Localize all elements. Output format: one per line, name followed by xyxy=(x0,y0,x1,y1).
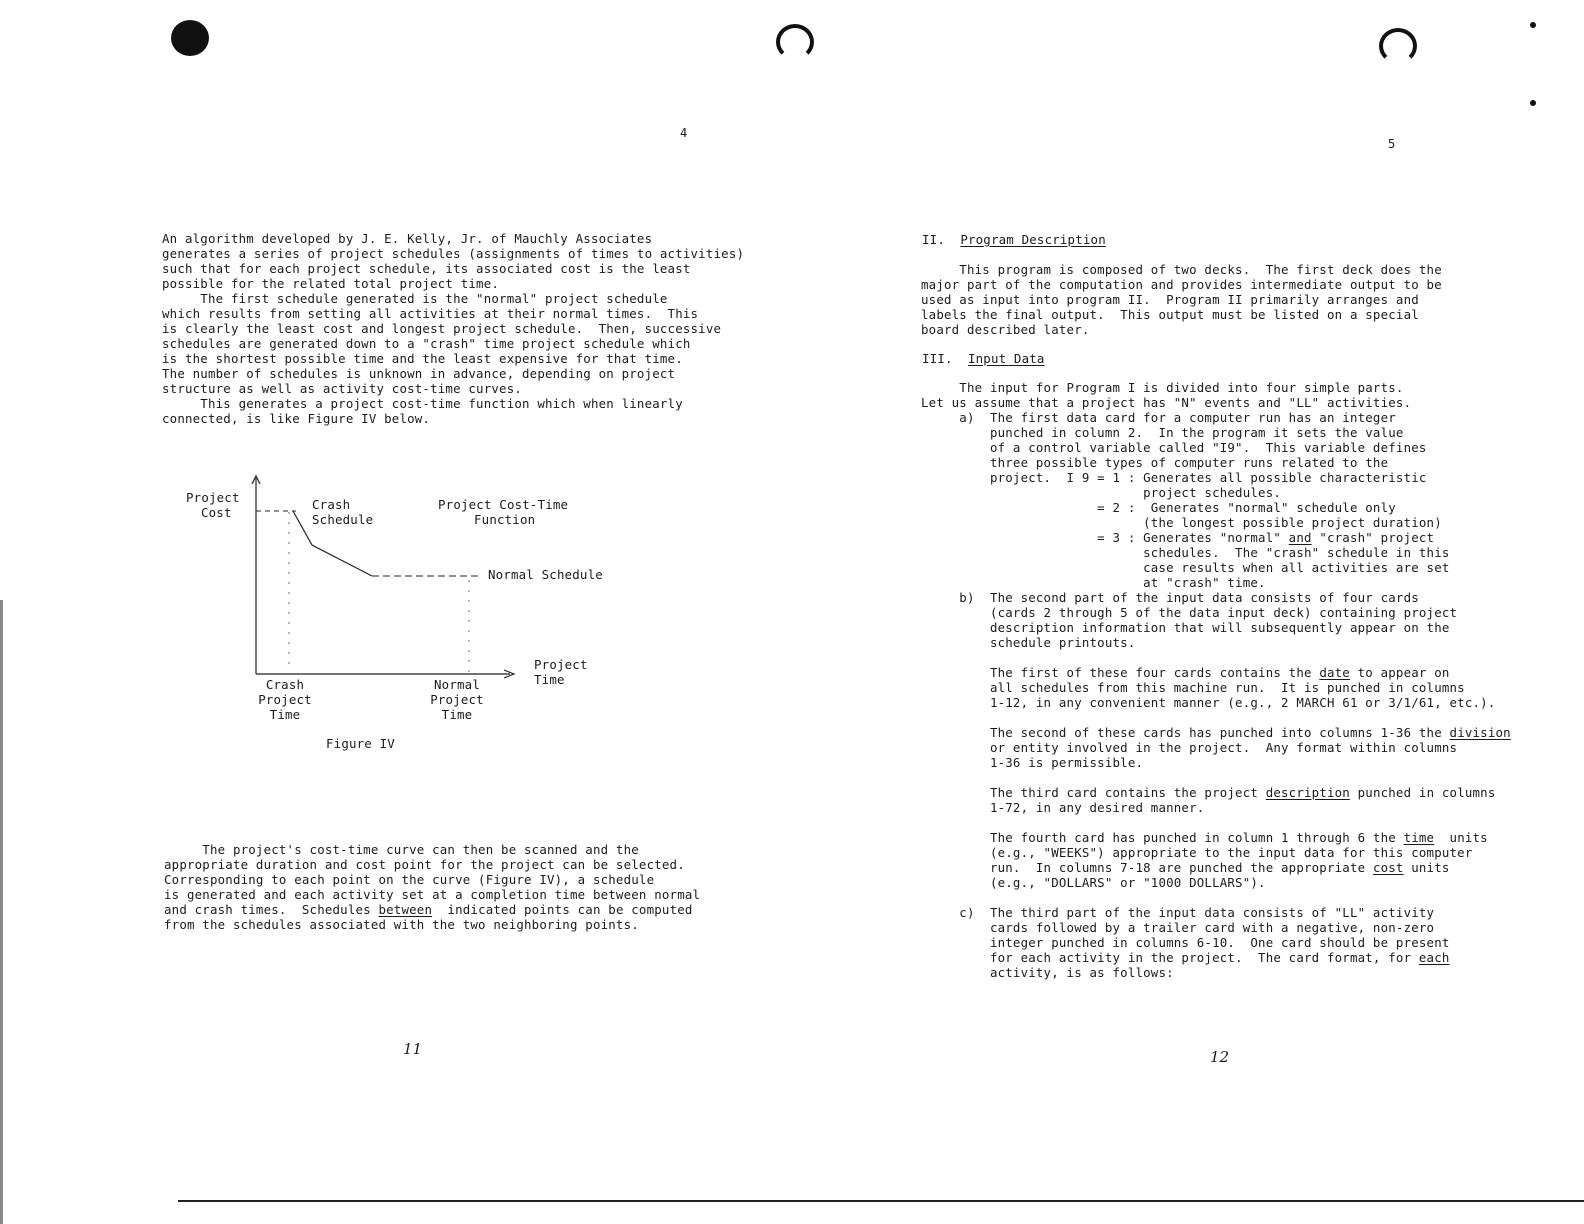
text-line: for each activity in the project. The card format, for each xyxy=(921,950,1450,965)
text-line: The first schedule generated is the "normal" project schedule xyxy=(162,291,668,306)
text-line: The fourth card has punched in column 1 through 6 the time units xyxy=(921,830,1488,845)
text-line: (e.g., "DOLLARS" or "1000 DOLLARS"). xyxy=(921,875,1266,890)
text-line: connected, is like Figure IV below. xyxy=(162,411,431,426)
text-line: of a control variable called "I9". This variable defines xyxy=(921,440,1427,455)
underlined-word: each xyxy=(1418,950,1450,965)
figure-caption: Figure IV xyxy=(326,736,395,751)
text-line: punched in column 2. In the program it sets the value xyxy=(921,425,1404,440)
text-line: appropriate duration and cost point for the project can be selected. xyxy=(164,857,685,872)
text-line: such that for each project schedule, its associated cost is the least xyxy=(162,261,691,276)
text-line: integer punched in columns 6-10. One card should be present xyxy=(921,935,1450,950)
text-line: cards followed by a trailer card with a negative, non-zero xyxy=(921,920,1435,935)
text-line: The input for Program I is divided into four simple parts. xyxy=(921,380,1404,395)
x-axis-arrow xyxy=(504,670,514,678)
text-line: three possible types of computer runs related to the xyxy=(921,455,1389,470)
section-heading-input-data: III. Input Data xyxy=(922,351,1045,366)
text-line: is generated and each activity set at a completion time between normal xyxy=(164,887,701,902)
underlined-word: division xyxy=(1449,725,1511,740)
text-line: at "crash" time. xyxy=(921,575,1266,590)
y-axis-arrow xyxy=(252,476,260,484)
intro-paragraph xyxy=(162,231,744,426)
handwritten-page-mark-left: 11 xyxy=(403,1040,423,1058)
text-line: schedules are generated down to a "crash" time project schedule which xyxy=(162,336,691,351)
text-line: all schedules from this machine run. It is punched in columns xyxy=(921,680,1465,695)
text-line: The project's cost-time curve can then be scanned and the xyxy=(164,842,639,857)
punch-hole-left xyxy=(171,20,209,56)
closing-paragraph xyxy=(164,842,700,932)
text-line: The number of schedules is unknown in advance, depending on project xyxy=(162,366,676,381)
text-line: An algorithm developed by J. E. Kelly, Jr. of Mauchly Associates xyxy=(162,231,653,246)
underlined-word: time xyxy=(1403,830,1435,845)
text-line: This generates a project cost-time function which when linearly xyxy=(162,396,683,411)
text-line: The third card contains the project description punched in columns xyxy=(921,785,1496,800)
text-line: c) The third part of the input data consists of "LL" activity xyxy=(921,905,1435,920)
underlined-word: between xyxy=(378,902,433,917)
text-line: Corresponding to each point on the curve (Figure IV), a schedule xyxy=(164,872,655,887)
text-line: The first of these four cards contains the date to appear on xyxy=(921,665,1450,680)
y-axis-label: Project Cost xyxy=(186,490,240,520)
page-number-left: 4 xyxy=(680,126,688,140)
input-data-body xyxy=(921,380,1511,980)
text-line: schedules. The "crash" schedule in this xyxy=(921,545,1450,560)
crash-schedule-label: Crash Schedule xyxy=(312,497,374,527)
text-line: labels the final output. This output must be listed on a special xyxy=(921,307,1419,322)
normal-schedule-label: Normal Schedule xyxy=(488,567,603,582)
section-heading-program-description: II. Program Description xyxy=(922,232,1106,247)
text-line: 1-12, in any convenient manner (e.g., 2 MARCH 61 or 3/1/61, etc.). xyxy=(921,695,1496,710)
text-line: case results when all activities are set xyxy=(921,560,1450,575)
text-line: possible for the related total project time. xyxy=(162,276,500,291)
function-label: Project Cost-Time Function xyxy=(438,497,569,527)
punch-hole-center xyxy=(776,24,814,60)
text-line: activity, is as follows: xyxy=(921,965,1174,980)
page-number-right: 5 xyxy=(1388,137,1396,151)
text-line: (the longest possible project duration) xyxy=(921,515,1442,530)
text-line: a) The first data card for a computer run has an integer xyxy=(921,410,1396,425)
text-line: Let us assume that a project has "N" events and "LL" activities. xyxy=(921,395,1412,410)
text-line: is clearly the least cost and longest project schedule. Then, successive xyxy=(162,321,722,336)
text-line: structure as well as activity cost-time curves. xyxy=(162,381,523,396)
text-line: (e.g., "WEEKS") appropriate to the input data for this computer xyxy=(921,845,1473,860)
punch-hole-right xyxy=(1379,28,1417,64)
text-line: which results from setting all activities at their normal times. This xyxy=(162,306,699,321)
program-description-paragraph xyxy=(921,262,1442,337)
x-axis-label: Project Time xyxy=(534,657,588,687)
underlined-word: and xyxy=(1288,530,1312,545)
text-line: major part of the computation and provides intermediate output to be xyxy=(921,277,1442,292)
scan-edge xyxy=(0,600,3,1224)
text-line: The second of these cards has punched into columns 1-36 the division xyxy=(921,725,1511,740)
text-line: schedule printouts. xyxy=(921,635,1136,650)
text-line: 1-72, in any desired manner. xyxy=(921,800,1205,815)
normal-time-label: Normal Project Time xyxy=(430,677,484,722)
margin-dot xyxy=(1530,22,1536,28)
margin-dot xyxy=(1530,100,1536,106)
text-line: and crash times. Schedules between indicated points can be computed xyxy=(164,902,693,917)
text-line: description information that will subsequently appear on the xyxy=(921,620,1450,635)
underlined-word: date xyxy=(1319,665,1350,680)
text-line: or entity involved in the project. Any format within columns xyxy=(921,740,1458,755)
text-line: project. I 9 = 1 : Generates all possible characteristic xyxy=(921,470,1427,485)
text-line: run. In columns 7-18 are punched the appropriate cost units xyxy=(921,860,1450,875)
text-line: is the shortest possible time and the least expensive for that time. xyxy=(162,351,683,366)
text-line: 1-36 is permissible. xyxy=(921,755,1144,770)
underlined-word: description xyxy=(1265,785,1350,800)
text-line: board described later. xyxy=(921,322,1090,337)
handwritten-page-mark-right: 12 xyxy=(1210,1048,1230,1066)
text-line: = 3 : Generates "normal" and "crash" project xyxy=(921,530,1435,545)
text-line: used as input into program II. Program II primarily arranges and xyxy=(921,292,1419,307)
text-line: generates a series of project schedules (assignments of times to activities) xyxy=(162,246,745,261)
underlined-word: cost xyxy=(1372,860,1404,875)
crash-time-label: Crash Project Time xyxy=(258,677,312,722)
text-line: b) The second part of the input data consists of four cards xyxy=(921,590,1419,605)
bottom-edge-line xyxy=(178,1200,1584,1202)
text-line: This program is composed of two decks. The first deck does the xyxy=(921,262,1442,277)
text-line: (cards 2 through 5 of the data input deck) containing project xyxy=(921,605,1458,620)
text-line: project schedules. xyxy=(921,485,1282,500)
text-line: from the schedules associated with the two neighboring points. xyxy=(164,917,639,932)
text-line: = 2 : Generates "normal" schedule only xyxy=(921,500,1396,515)
